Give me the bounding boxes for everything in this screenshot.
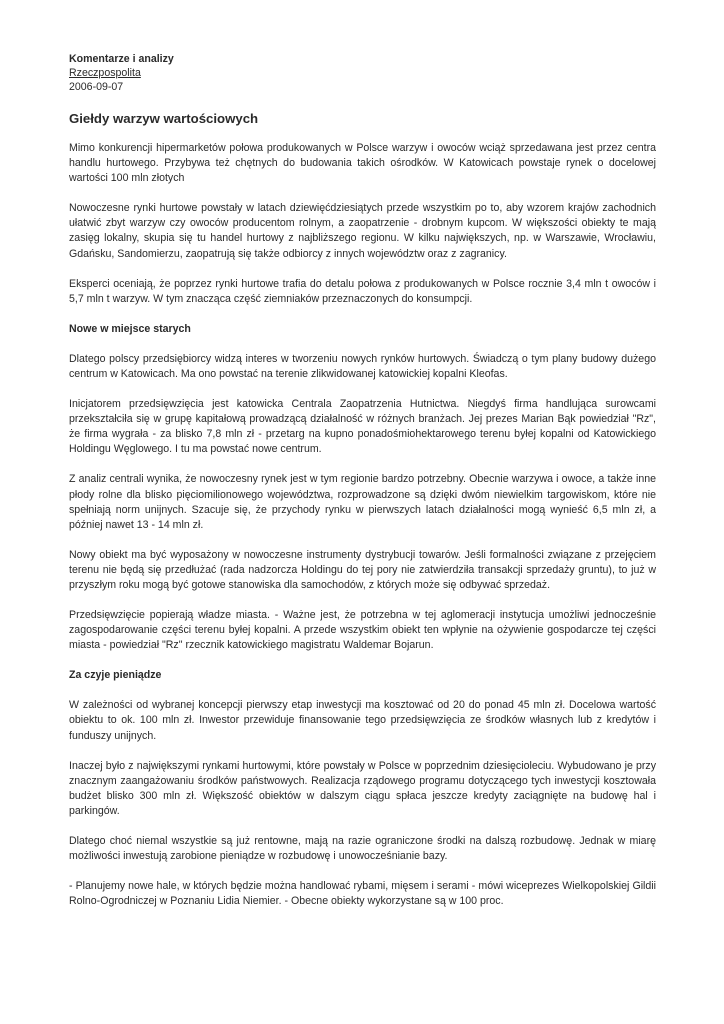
paragraph: W zależności od wybranej koncepcji pierwszy etap inwestycji ma kosztować od 20 do ponad 45 mln zł. Docelowa wartość obiektu to ok. 100 mln zł. Inwestor przewiduje finansowanie tego przedsięwzięcia ze środków własnych lub z kredytów i funduszy unijnych.: [69, 699, 656, 742]
subheading-nowe: Nowe w miejsce starych: [69, 322, 191, 335]
paragraph: - Planujemy nowe hale, w których będzie można handlować rybami, mięsem i serami - mówi wiceprezes Wielkopolskiej Gildii Rolno-Ogrodniczej w Poznaniu Lidia Niemier. - Obecne obiekty wykorzystane są w 100 proc.: [69, 880, 656, 908]
paragraph: Inicjatorem przedsięwzięcia jest katowicka Centrala Zaopatrzenia Hutnictwa. Niegdyś firma handlująca surowcami przekształciła się w grupę kapitałową prowadzącą działalność w różnych branżach. Jej prezes Marian Bąk powiedział "Rz", że firma wygrała - za blisko 7,8 mln zł - przetarg na kupno ponadośmiohektarowego terenu byłej kopalni od Katowickiego Holdingu Węglowego. I tu ma powstać nowe centrum.: [69, 398, 656, 456]
paragraph: Nowy obiekt ma być wyposażony w nowoczesne instrumenty dystrybucji towarów. Jeśli formalności związane z przejęciem terenu nie będą się przedłużać (rada nadzorcza Holdingu do tej pory nie zatwierdziła transakcji sprzedaży gruntu), to już w przyszłym roku mogą być gotowe stanowiska dla samochodów, z których może się odbywać sprzedaż.: [69, 548, 656, 591]
publication-date: 2006-09-07: [69, 81, 124, 93]
paragraph: Dlatego polscy przedsiębiorcy widzą interes w tworzeniu nowych rynków hurtowych. Świadczą o tym plany budowy dużego centrum w Katowicach. Ma ono powstać na terenie zlikwidowanej katowickiej kopalni Kleofas.: [69, 352, 656, 380]
paragraph-lead: Mimo konkurencji hipermarketów połowa produkowanych w Polsce warzyw i owoców wciąż sprzedawana jest przez centra handlu hurtowego. Przybywa też chętnych do budowania takich ośrodków. W Katowicach powstaje rynek o docelowej wartości 100 mln złotych: [69, 142, 656, 185]
source-link[interactable]: Rzeczpospolita: [69, 67, 141, 79]
paragraph: Przedsięwzięcie popierają władze miasta. - Ważne jest, że potrzebna w tej aglomeracji instytucja umożliwi jednocześnie zagospodarowanie części terenu byłej kopalni. A przede wszystkim obiekt ten wpłynie na ożywienie gospodarcze tej części miasta - powiedział "Rz" rzecznik katowickiego magistratu Waldemar Bojarun.: [69, 609, 656, 652]
paragraph: Inaczej było z największymi rynkami hurtowymi, które powstały w Polsce w poprzednim dziesięcioleciu. Wybudowano je przy znacznym zaangażowaniu środków państwowych. Realizacja rządowego programu dotyczącego tych inwestycji kosztowała budżet blisko 300 mln zł. Większość obiektów w dalszym ciągu spłaca jeszcze kredyty zaciągnięte na budowę hal i parkingów.: [69, 759, 656, 817]
paragraph: Eksperci oceniają, że poprzez rynki hurtowe trafia do detalu połowa z produkowanych w Polsce rocznie 3,4 mln t owoców i 5,7 mln t warzyw. W tym znacząca część ziemniaków przeznaczonych do konsumpcji.: [69, 277, 656, 305]
subheading-pieniadze: Za czyje pieniądze: [69, 669, 162, 682]
paragraph: Dlatego choć niemal wszystkie są już rentowne, mają na razie ograniczone środki na dalszą rozbudowę. Jednak w miarę możliwości inwestują zarobione pieniądze w rozbudowę i unowocześnianie bazy.: [69, 835, 656, 863]
article-title: Giełdy warzyw wartościowych: [69, 111, 259, 126]
paragraph: Z analiz centrali wynika, że nowoczesny rynek jest w tym regionie bardzo potrzebny. Obecnie warzywa i owoce, a także inne płody rolne dla blisko pięciomilionowego województwa, rozprowadzone są dzięki dwóm niewielkim targowiskom, które nie spełniają norm unijnych. Szacuje się, że przychody rynku w pierwszych latach działalności mogą wynieść 6,5 mln zł, a później nawet 13 - 14 mln zł.: [69, 473, 656, 531]
paragraph: Nowoczesne rynki hurtowe powstały w latach dziewięćdziesiątych przede wszystkim po to, aby wzorem krajów zachodnich ułatwić zbyt warzyw czy owoców producentom rolnym, a zaopatrzenie - drobnym kupcom. W większości obiekty te mają zasięg lokalny, skupia się tu handel hurtowy z najbliższego regionu. W kilku największych, np. w Warszawie, Wrocławiu, Gdańsku, Sandomierzu, zaopatrują się także odbiorcy z innych województw oraz z zagranicy.: [69, 202, 656, 260]
document-page: [69, 52, 656, 909]
section-label: Komentarze i analizy: [69, 53, 174, 65]
